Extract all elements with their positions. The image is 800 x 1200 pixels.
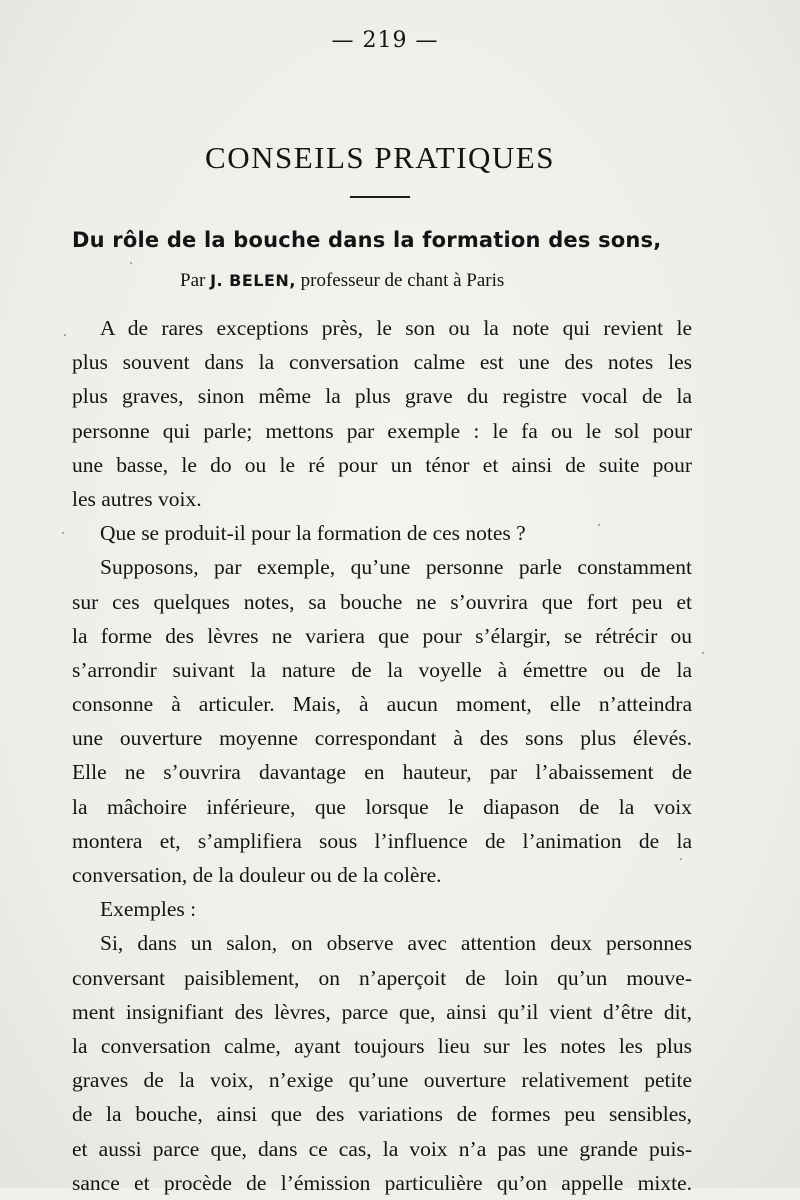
text-line: la mâchoire inférieure, que lorsque le diapason de la voix: [72, 794, 692, 819]
paper-speck: [702, 652, 704, 654]
page-number: — 219 —: [331, 28, 439, 53]
text-line: Supposons, par exemple, qu’une personne parle constamment: [100, 555, 692, 580]
title-divider: [350, 196, 410, 198]
body-text: [72, 311, 692, 1200]
text-line: la conversation calme, ayant toujours lieu sur les notes les plus: [72, 1033, 692, 1058]
text-line: plus souvent dans la conversation calme est une des notes les: [72, 350, 692, 375]
paper-speck: [130, 262, 132, 264]
text-line: conversant paisiblement, on n’aperçoit de loin qu’un mouve-: [72, 965, 692, 990]
text-line: Elle ne s’ouvrira davantage en hauteur, par l’abaissement de: [72, 760, 692, 785]
paper-speck: [598, 524, 600, 526]
text-line: Que se produit-il pour la formation de ces notes ?: [100, 521, 526, 546]
text-line: une ouverture moyenne correspondant à des sons plus élevés.: [72, 726, 692, 751]
text-line: et aussi parce que, dans ce cas, la voix n’a pas une grande puis-: [72, 1136, 692, 1161]
text-line: personne qui parle; mettons par exemple : le fa ou le sol pour: [72, 418, 692, 443]
chapter-title: CONSEILS PRATIQUES: [205, 140, 555, 175]
text-line: Si, dans un salon, on observe avec attention deux personnes: [100, 931, 692, 956]
text-line: Exemples :: [100, 897, 197, 922]
paper-speck: [680, 858, 682, 860]
byline-prefix: Par: [180, 270, 211, 291]
text-line: la forme des lèvres ne variera que pour s’élargir, se rétrécir ou: [72, 623, 692, 648]
byline: [180, 270, 740, 292]
byline-author: J. BELEN,: [210, 271, 296, 290]
text-line: A de rares exceptions près, le son ou la note qui revient le: [100, 316, 692, 340]
text-line: plus graves, sinon même la plus grave du registre vocal de la: [72, 384, 692, 409]
article-title: Du rôle de la bouche dans la formation des sons,: [72, 228, 662, 252]
paper-speck: [64, 334, 66, 336]
text-line: sance et procède de l’émission particulière qu’on appelle mixte.: [72, 1170, 692, 1195]
text-line: une basse, le do ou le ré pour un ténor et ainsi de suite pour: [72, 452, 692, 477]
text-line: s’arrondir suivant la nature de la voyelle à émettre ou de la: [72, 657, 692, 682]
paper-speck: [62, 532, 64, 534]
text-line: de la bouche, ainsi que des variations de formes peu sensibles,: [72, 1102, 692, 1127]
text-line: sur ces quelques notes, sa bouche ne s’ouvrira que fort peu et: [72, 589, 692, 614]
text-line: montera et, s’amplifiera sous l’influence de l’animation de la: [72, 828, 692, 853]
text-line: les autres voix.: [72, 486, 202, 511]
text-line: consonne à articuler. Mais, à aucun moment, elle n’atteindra: [72, 692, 692, 717]
byline-suffix: professeur de chant à Paris: [295, 270, 505, 291]
text-line: graves de la voix, n’exige qu’une ouverture relativement petite: [72, 1068, 692, 1093]
text-line: ment insignifiant des lèvres, parce que, ainsi qu’il vient d’être dit,: [72, 999, 692, 1024]
text-line: conversation, de la douleur ou de la colère.: [72, 863, 442, 887]
